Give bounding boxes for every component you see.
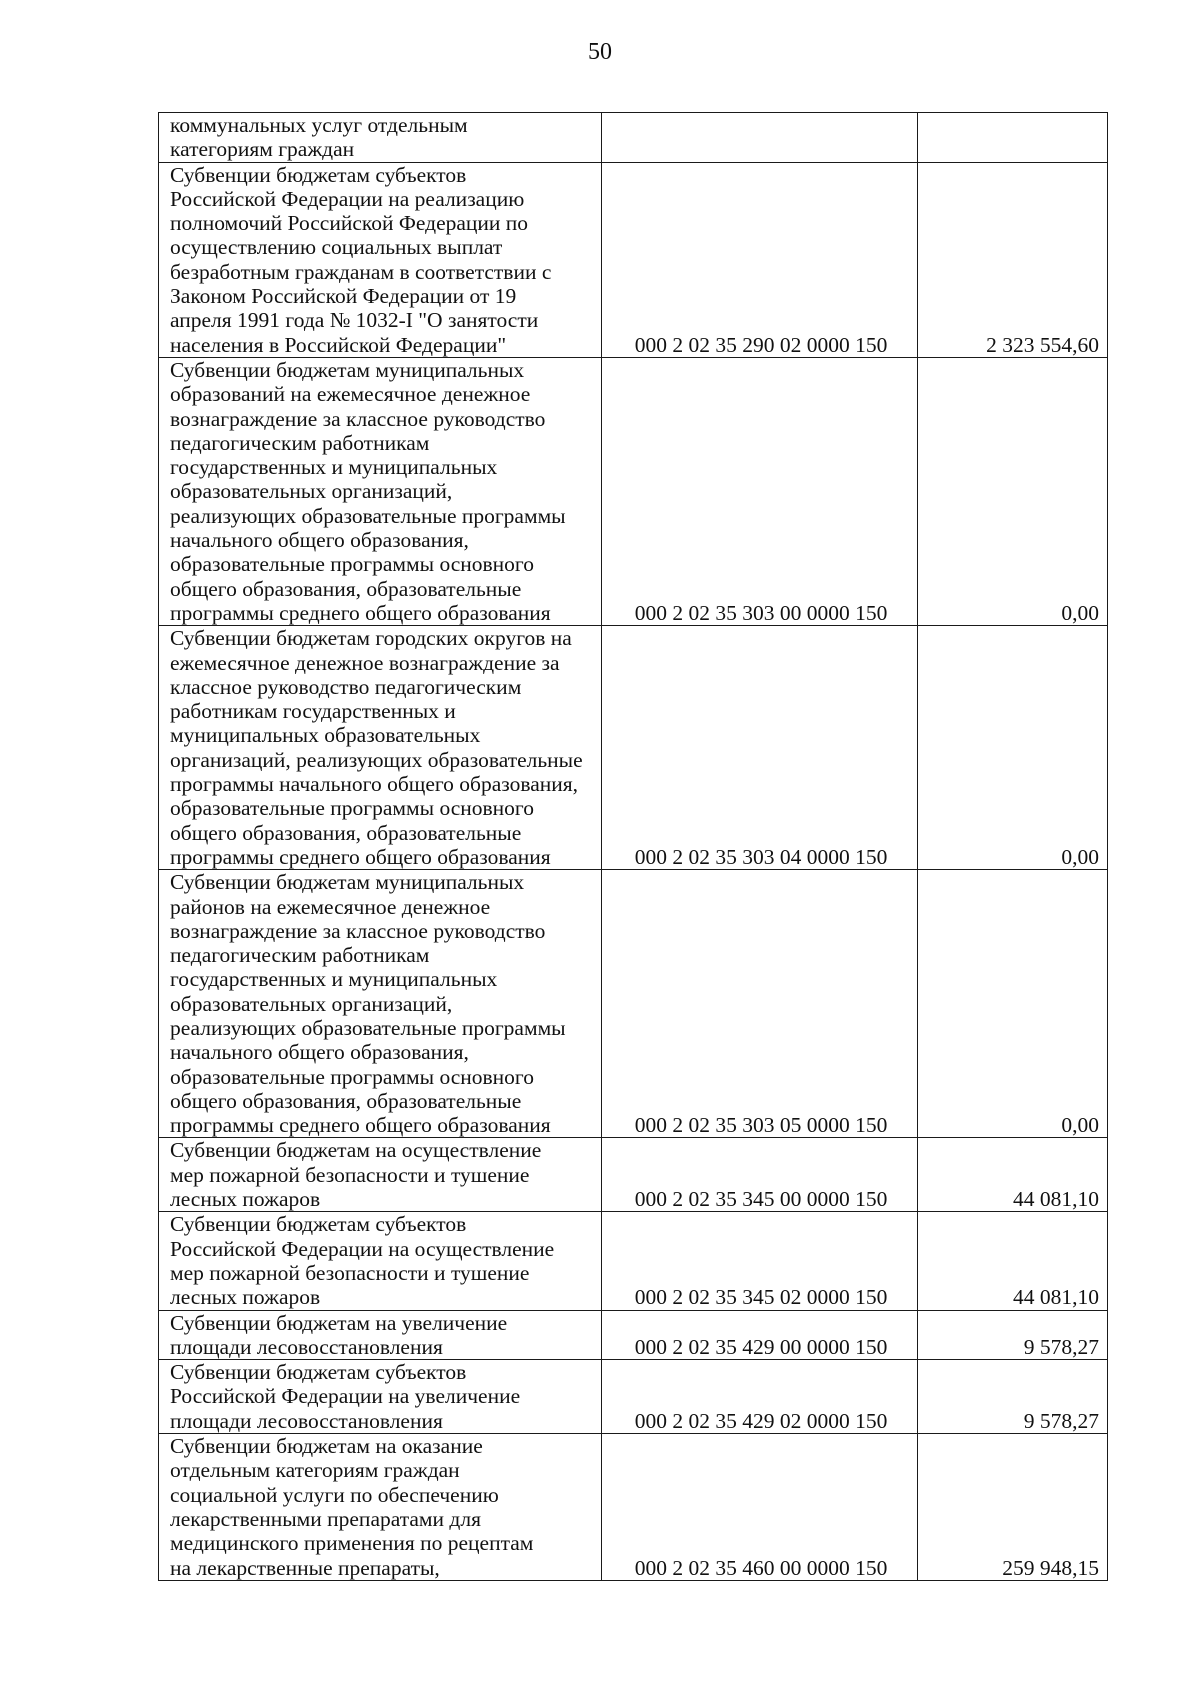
revenue-name-cell: коммунальных услуг отдельным категориям граждан	[159, 113, 602, 163]
budget-code-cell: 000 2 02 35 303 00 0000 150	[602, 357, 918, 625]
revenue-name-cell: Субвенции бюджетам муниципальных районов на ежемесячное денежное вознаграждение за классное руководство педагогическим работникам государственных и муниципальных образовательных организаций, реализующих образовательные программы начального общего образования, образовательные программы основного общего образования, образовательные программы среднего общего образования	[159, 870, 602, 1138]
budget-revenue-table	[158, 112, 1108, 1581]
amount-cell: 0,00	[918, 357, 1108, 625]
revenue-name-cell: Субвенции бюджетам субъектов Российской Федерации на реализацию полномочий Российской Федерации по осуществлению социальных выплат безработным гражданам в соответствии с Законом Российской Федерации от 19 апреля 1991 года № 1032-I "О занятости населения в Российской Федерации"	[159, 162, 602, 357]
revenue-name-cell: Субвенции бюджетам городских округов на ежемесячное денежное вознаграждение за классное руководство педагогическим работникам государственных и муниципальных образовательных организаций, реализующих образовательные программы начального общего образования, образовательные программы основного общего образования, образовательные программы среднего общего образования	[159, 626, 602, 870]
budget-code-cell	[602, 113, 918, 163]
revenue-name-cell: Субвенции бюджетам субъектов Российской Федерации на осуществление мер пожарной безопасности и тушение лесных пожаров	[159, 1212, 602, 1310]
budget-code-cell: 000 2 02 35 290 02 0000 150	[602, 162, 918, 357]
amount-cell: 0,00	[918, 870, 1108, 1138]
amount-cell: 9 578,27	[918, 1310, 1108, 1360]
amount-cell: 44 081,10	[918, 1138, 1108, 1212]
revenue-name-cell: Субвенции бюджетам на увеличение площади лесовосстановления	[159, 1310, 602, 1360]
page-number: 50	[588, 39, 612, 65]
table-row	[159, 1310, 1108, 1360]
amount-cell	[918, 113, 1108, 163]
budget-code-cell: 000 2 02 35 429 00 0000 150	[602, 1310, 918, 1360]
table-row	[159, 626, 1108, 870]
budget-code-cell: 000 2 02 35 460 00 0000 150	[602, 1434, 918, 1581]
revenue-name-cell: Субвенции бюджетам на осуществление мер пожарной безопасности и тушение лесных пожаров	[159, 1138, 602, 1212]
budget-code-cell: 000 2 02 35 429 02 0000 150	[602, 1360, 918, 1434]
table-row	[159, 1138, 1108, 1212]
revenue-name-cell: Субвенции бюджетам муниципальных образований на ежемесячное денежное вознаграждение за классное руководство педагогическим работникам государственных и муниципальных образовательных организаций, реализующих образовательные программы начального общего образования, образовательные программы основного общего образования, образовательные программы среднего общего образования	[159, 357, 602, 625]
amount-cell: 0,00	[918, 626, 1108, 870]
revenue-name-cell: Субвенции бюджетам на оказание отдельным категориям граждан социальной услуги по обеспечению лекарственными препаратами для медицинского применения по рецептам на лекарственные препараты,	[159, 1434, 602, 1581]
table-row	[159, 1360, 1108, 1434]
amount-cell: 44 081,10	[918, 1212, 1108, 1310]
table-row	[159, 870, 1108, 1138]
amount-cell: 9 578,27	[918, 1360, 1108, 1434]
budget-code-cell: 000 2 02 35 303 04 0000 150	[602, 626, 918, 870]
table-row	[159, 162, 1108, 357]
revenue-name-cell: Субвенции бюджетам субъектов Российской Федерации на увеличение площади лесовосстановления	[159, 1360, 602, 1434]
budget-code-cell: 000 2 02 35 303 05 0000 150	[602, 870, 918, 1138]
table-row	[159, 1212, 1108, 1310]
table-row	[159, 357, 1108, 625]
amount-cell: 2 323 554,60	[918, 162, 1108, 357]
budget-code-cell: 000 2 02 35 345 00 0000 150	[602, 1138, 918, 1212]
table-row	[159, 113, 1108, 163]
amount-cell: 259 948,15	[918, 1434, 1108, 1581]
budget-code-cell: 000 2 02 35 345 02 0000 150	[602, 1212, 918, 1310]
table-row	[159, 1434, 1108, 1581]
